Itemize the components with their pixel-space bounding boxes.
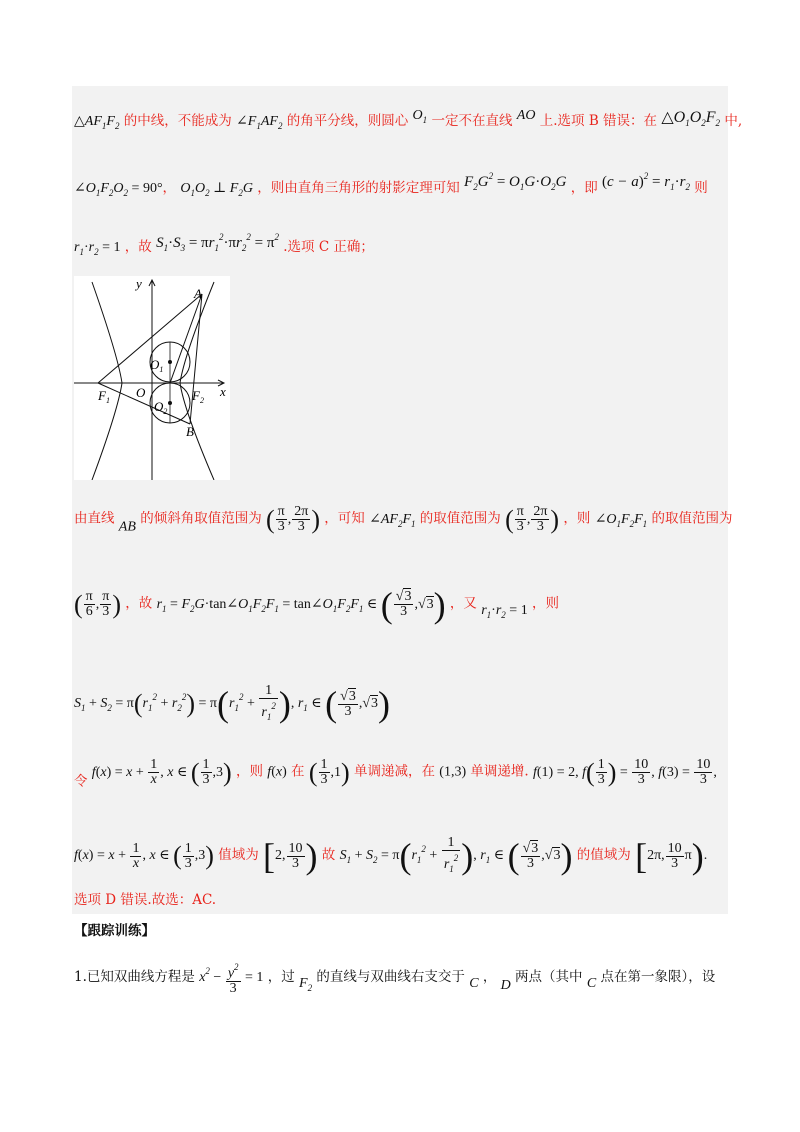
math-range-pi3-2pi3: ( $\frac{\pi}{3}$ , $\frac{2\pi}{3}$ )	[266, 504, 320, 534]
math-angle-af2f1: $\angle AF_2F_1$	[369, 511, 416, 529]
solution-line-4	[74, 505, 732, 538]
followup-problem-1	[74, 960, 715, 996]
math-c-minus-a: $(c - a)^2 = r_1\cdot r_2$	[602, 171, 690, 192]
label-origin: O	[136, 385, 146, 400]
label-o1: $O_1$	[150, 357, 164, 374]
math-range-2pi: [2π, $\frac{10}{3}$ π).	[635, 836, 708, 876]
math-interval-1-3: (1,3)	[439, 764, 467, 780]
solution-line-6	[74, 684, 390, 724]
math-c: C	[469, 976, 479, 992]
math-o1: $O_1$	[412, 108, 428, 125]
label-a: A	[194, 286, 202, 301]
label-y: y	[136, 276, 142, 291]
text: ，故	[124, 239, 152, 255]
text: ，过	[267, 969, 295, 986]
solution-line-3	[74, 227, 374, 262]
followup-heading: 【跟踪训练】	[74, 923, 155, 939]
hyperbola-figure	[74, 276, 230, 480]
text: 1.已知双曲线方程是	[74, 969, 195, 986]
text: ，又	[449, 595, 477, 612]
math-s1s3: $S_1\cdot S_3 = \pi r_1^2\cdot\pi r_2^2 = \pi^2$	[156, 232, 279, 253]
math-s1-plus-s2-b: $S_1 + S_2 = \pi(r_1^2$ + $\frac{1}{r_1^2}$ ), $r_1$ ∈ ( $\frac{√3}{3}$ ,√3)	[339, 835, 573, 876]
math-triangle-o1o2f2: $\triangle O_1O_2F_2$	[661, 109, 721, 128]
conclusion: 选项 D 错误.故选：AC.	[74, 892, 217, 908]
math-f-values: f(1) = 2, f( $\frac{1}{3}$ ) = $\frac{10}{3}$ , f(3) = $\frac{10}{3}$ ,	[533, 757, 717, 787]
math-fx: f(x)	[267, 764, 287, 780]
text: 的取值范围为	[419, 510, 501, 527]
text: 由直线	[74, 510, 115, 527]
text: ，即	[570, 180, 598, 196]
text: 的值域为	[576, 847, 631, 864]
math-d: D	[500, 978, 511, 994]
text: 单调递增.	[470, 763, 529, 780]
text: 两点（其中	[515, 969, 583, 986]
math-angle-90: $\angle O_1F_2O_2 = 90^\circ$	[74, 181, 163, 198]
text: 的取值范围为	[651, 510, 733, 527]
text: 的倾斜角取值范围为	[140, 510, 262, 527]
text: ，则	[532, 595, 559, 612]
text: ，则	[236, 763, 263, 780]
label-o2: $O_2$	[154, 399, 168, 416]
label-x: x	[220, 384, 226, 399]
label-f2: $F_2$	[192, 388, 204, 405]
text: 的中线，不能成为	[123, 113, 232, 129]
math-perp: $O_1O_2$ ⊥ $F_2G$	[180, 181, 253, 198]
text: 一定不在直线	[431, 113, 513, 129]
math-s1-plus-s2: $S_1 + S_2 = \pi(r_1^2 + r_2^2) = \pi(r_1^2$ + $\frac{1}{r_1^2}$ ), $r_1$ ∈ ( $\frac{√3}{3}$ ,√3)	[74, 683, 391, 724]
math-r1r2-eq1: $r_1\cdot r_2 = 1$	[481, 602, 528, 620]
text: 故	[321, 847, 336, 864]
math-triangle-af1f2: $\triangle AF_1F_2$	[74, 114, 120, 131]
math-r1-tan: $r_1$ = $F_2G\cdot\tan\angle O_1F_2F_1$ = $\tan\angle O_1F_2F_1$ ∈ ( $\frac{√3}{3}$ ,√3)	[156, 584, 446, 625]
math-r1r2: $r_1\cdot r_2 = 1$	[74, 240, 121, 257]
text: ，则	[563, 510, 591, 527]
text: 在	[291, 763, 305, 780]
math-hyperbola-eq: $x^2$ − $\frac{y^2}{3}$ = 1	[199, 962, 264, 996]
text: 的角平分线，则圆心	[286, 113, 409, 129]
solution-line-8	[74, 836, 707, 876]
math-range-pi3-2pi3-b: ( $\frac{\pi}{3}$ , $\frac{2\pi}{3}$ )	[505, 504, 560, 534]
math-ab: AB	[118, 519, 136, 535]
text: ，可知	[324, 510, 365, 527]
text: 单调递减，在	[353, 763, 435, 780]
math-fx-def: f(x) = x + $\frac{1}{x}$ , x ∈ ( $\frac{1}{3}$ ,3)	[91, 757, 232, 787]
text: 令	[74, 773, 88, 790]
math-f2: $F_2$	[299, 976, 313, 994]
math-ao: AO	[516, 108, 536, 123]
math-angle-o1f2f1: $\angle O_1F_2F_1$	[594, 511, 648, 529]
solution-line-5	[74, 584, 559, 625]
math-projection: $F_2G^2 = O_1G\cdot O_2G$	[464, 171, 567, 192]
text: .选项 C 正确；	[283, 239, 374, 255]
math-range-pi6-pi3: ( $\frac{\pi}{6}$ , $\frac{\pi}{3}$ )	[74, 589, 121, 619]
text: 则	[694, 180, 708, 196]
text: 上.选项 B 错误：在	[539, 113, 658, 129]
text: ，	[482, 969, 497, 986]
math-interval-1-3-1: ( $\frac{1}{3}$ ,1)	[308, 757, 350, 787]
solution-line-7	[74, 758, 717, 792]
math-c-2: C	[586, 976, 597, 992]
solution-line-2: $\angle O_1F_2O_2 = 90^\circ$， $O_1O_2$ ⊥ $F_2G$ ，则由直角三角形的射影定理可知 $F_2G^2 = O_1G\cdot O_2G$ ，即 $(c - a)^2 = r_1\cdot r_2$ 则	[74, 171, 708, 198]
math-fx-def-2: f(x) = x + $\frac{1}{x}$ , x ∈ ( $\frac{1}{3}$ ,3)	[74, 840, 214, 871]
math-angle-f1af2: $\angle F_1AF_2$	[236, 114, 283, 131]
text: 点在第一象限），设	[600, 969, 716, 986]
label-b: B	[186, 424, 194, 439]
solution-line-1	[74, 106, 742, 136]
text: 值域为	[218, 847, 259, 864]
math-range-2-10-3: [2, $\frac{10}{3}$ )	[263, 836, 318, 876]
text: ，故	[125, 595, 153, 612]
text: 中,	[724, 113, 743, 129]
text: ，则由直角三角形的射影定理可知	[257, 180, 460, 196]
hyperbola-diagram	[74, 276, 230, 480]
label-f1: $F_1$	[98, 388, 110, 405]
text: 的直线与双曲线右支交于	[316, 969, 465, 986]
